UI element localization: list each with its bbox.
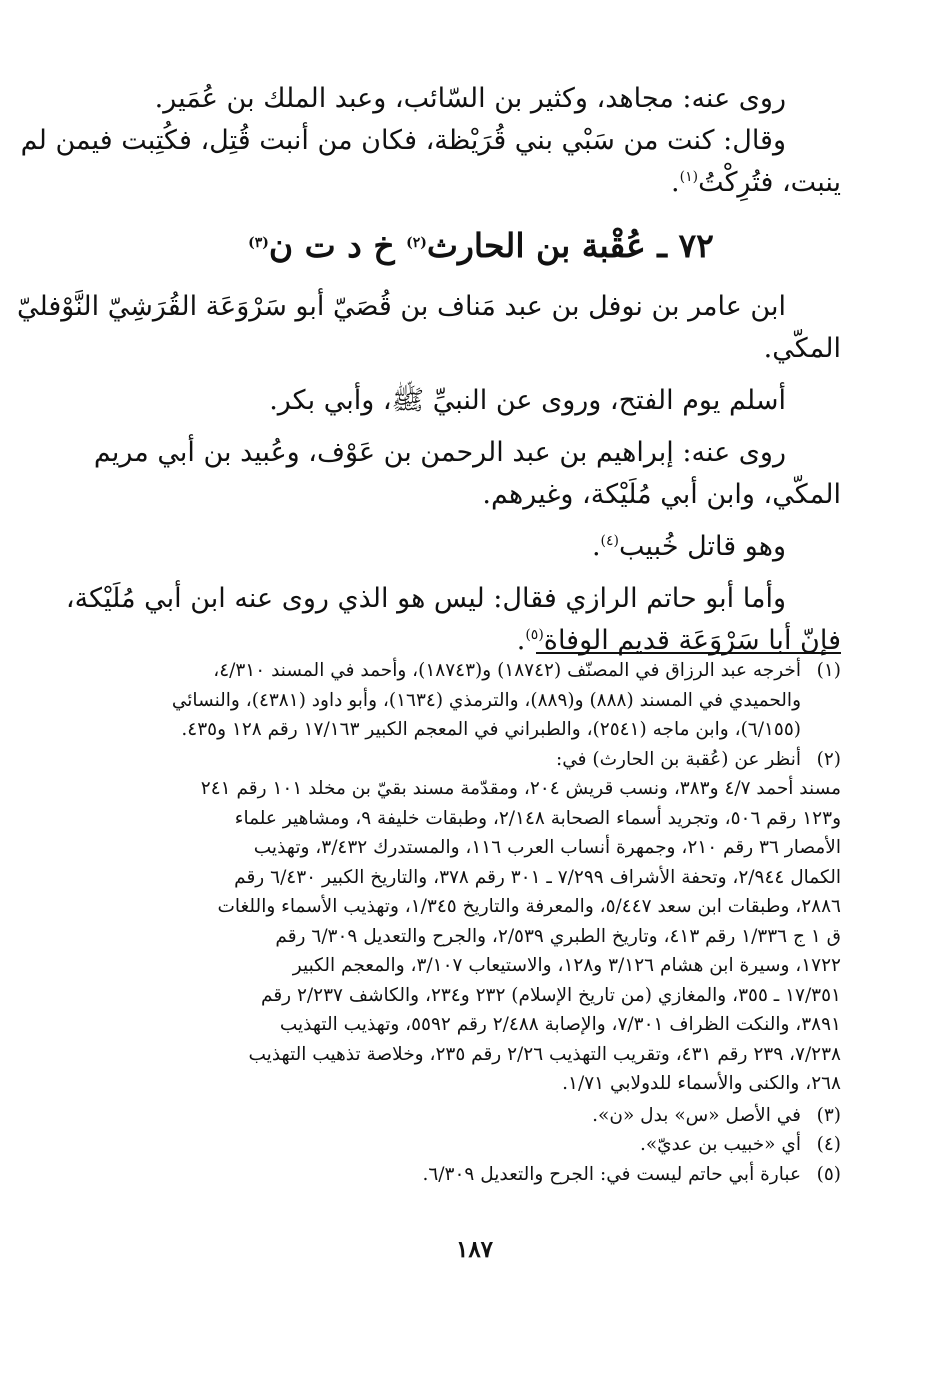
footnote-number: (١) [816,660,841,681]
text-span: المكّي. [763,333,841,364]
text-line-narrators [121,78,841,120]
footnotes [141,656,841,1189]
footnote-separator [536,652,841,654]
footnote-line: أخرجه عبد الرزاق في المصنّف (١٨٧٤٢) و(١٨٧٤٣)، وأحمد في المسند ٤/٣١٠، [213,660,801,681]
footnote-2-sources [141,774,841,1099]
text-span: ابن عامر بن نوفل بن عبد مَناف بن قُصَيّ أبو سَرْوَعَة القُرَشِيّ النَّوْفليّ [16,291,786,322]
footnote-line: ٧/٢٣٨، ٢٣٩ رقم ٤٣١، وتقريب التهذيب ٢/٢٦ رقم ٢٣٥، وخلاصة تذهيب التهذيب [248,1043,841,1065]
footnote-3 [141,1101,841,1131]
footnote-number: (٤) [816,1134,841,1155]
text-span: روى عنه: إبراهيم بن عبد الرحمن بن عَوْف، وعُبيد بن أبي مريم [93,437,786,468]
heading-name: ٧٢ ـ عُقْبة بن الحارث [426,226,714,265]
text-line-quote [20,120,841,162]
text-span: روى عنه: مجاهد، وكثير بن السّائب، وعبد الملك بن عُمَير. [154,83,786,114]
footnote-body [141,656,801,745]
footnote-line: ٣٨٩١، والنكت الظراف ٧/٣٠١، والإصابة ٢/٤٨٨ رقم ٥٥٩٢، وتهذيب التهذيب [279,1014,841,1035]
footnote-line: ق ١ ج ١/٣٣٦ رقم ٤١٣، وتاريخ الطبري ٢/٥٣٩، والجرح والتعديل ٦/٣٠٩ رقم [275,925,841,947]
footnote-ref-4: (٤) [600,533,620,549]
entry-heading [121,220,841,272]
text-line-khubayb [121,526,841,568]
footnote-body [141,1101,801,1131]
footnote-line: ٢٦٨، والكنى والأسماء للدولابي ١/٧١. [562,1073,841,1094]
footnote-line: الأمصار ٣٦ رقم ٢١٠، وجمهرة أنساب العرب ١١٦، والمستدرك ٣/٤٣٢، وتهذيب [253,837,841,858]
text-line-quote-end [121,162,841,204]
text-span: . [591,531,601,562]
text-span: فإنّ أبا سَرْوَعَة قديم الوفاة [543,625,841,656]
text-span: . [671,167,680,198]
footnote-line: (٦/١٥٥)، وابن ماجه (٢٥٤١)، والطبراني في المعجم الكبير ١٧/١٦٣ رقم ١٢٨ و٤٣٥. [181,719,801,740]
text-line-islam [121,380,841,422]
footnote-line: الكمال ٢/٩٤٤، وتحفة الأشراف ٧/٢٩٩ ـ ٣٠١ رقم ٣٧٨، والتاريخ الكبير ٦/٤٣٠ رقم [234,866,841,888]
text-span: . [516,625,526,656]
main-text [16,78,841,662]
footnote-body [141,1160,801,1190]
text-line-lineage [16,286,841,328]
text-line-narrators-2-end [121,474,841,516]
footnote-number: (٥) [816,1163,841,1185]
footnote-line: و١٢٣ رقم ٥٠٦، وتجريد أسماء الصحابة ٢/١٤٨، وطبقات خليفة ٩، ومشاهير علماء [234,807,841,829]
text-line-lineage-end [121,328,841,370]
footnote-line: عبارة أبي حاتم ليست في: الجرح والتعديل ٦/٣٠٩. [422,1163,801,1185]
footnote-number: (٣) [816,1104,841,1126]
footnote-line: ١٧/٣٥١ ـ ٣٥٥، والمغازي (من تاريخ الإسلام) ٢٣٢ و٢٣٤، والكاشف ٢/٢٣٧ رقم [261,984,841,1006]
heading-symbols: خ د ت ن [268,226,407,265]
text-span: وقال: كنت من سَبْي بني قُرَيْظة، فكان من أنبت قُتِل، فكُتِبت فيمن لم [20,125,786,156]
footnote-line: أي «خبيب بن عديّ». [639,1134,801,1155]
footnote-line: أنظر عن (عُقبة بن الحارث) في: [556,748,801,770]
footnote-ref-2: (٢) [406,235,427,251]
footnote-ref-5: (٥) [525,627,544,643]
footnote-number: (٢) [816,748,841,770]
text-line-abu-hatim [65,578,841,620]
footnote-body [141,774,841,1099]
footnote-body [141,1130,801,1160]
footnote-line: ٢٨٨٦، وطبقات ابن سعد ٥/٤٤٧، والمعرفة والتاريخ ١/٣٤٥، وتهذيب الأسماء واللغات [217,896,841,917]
footnote-line: ١٧٢٢، وسيرة ابن هشام ٣/١٢٦ و١٢٨، والاستيعاب ٣/١٠٧، والمعجم الكبير [292,955,841,976]
text-span: وهو قاتل خُبيب [619,531,786,562]
text-line-narrators-2 [93,432,841,474]
footnote-ref-1: (١) [679,169,699,185]
footnote-5 [141,1160,841,1190]
text-span: ينبت، فتُرِكْتُ [698,167,841,198]
footnote-ref-3: (٣) [248,235,269,251]
footnote-1 [141,656,841,745]
footnote-4 [141,1130,841,1160]
text-span: المكّي، وابن أبي مُلَيْكة، وغيرهم. [482,479,841,510]
footnote-body [141,745,801,775]
footnote-line: في الأصل «س» بدل «ن». [592,1104,801,1126]
page-number: ١٨٧ [455,1236,494,1263]
footnote-2 [141,745,841,775]
text-span: أسلم يوم الفتح، وروى عن النبيِّ ﷺ، وأبي بكر. [269,385,786,416]
footnote-line: مسند أحمد ٤/٧ و٣٨٣، ونسب قريش ٢٠٤، ومقدّمة مسند بقيّ بن مخلد ١٠١ رقم ٢٤١ [200,778,841,799]
text-span: وأما أبو حاتم الرازي فقال: ليس هو الذي روى عنه ابن أبي مُلَيْكة، [65,583,786,614]
footnote-line: والحميدي في المسند (٨٨٨) و(٨٨٩)، والترمذي (١٦٣٤)، وأبو داود (٤٣٨١)، والنسائي [171,689,801,711]
